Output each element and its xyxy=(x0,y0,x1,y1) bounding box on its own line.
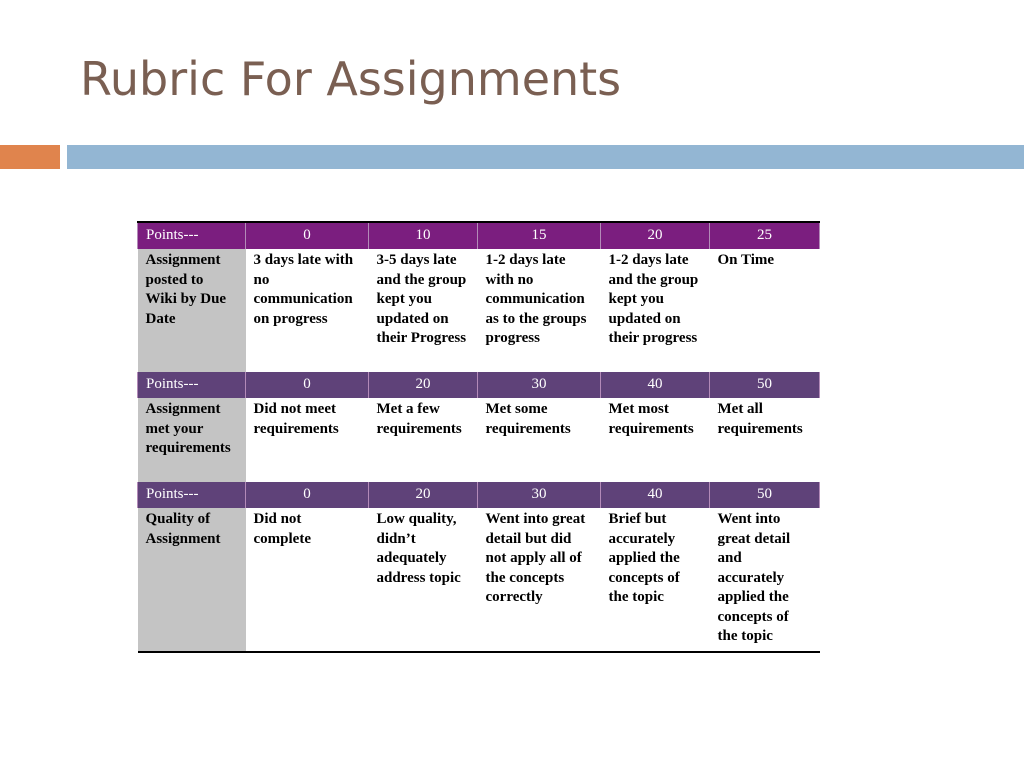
points-value: 50 xyxy=(710,482,820,508)
description-cell: On Time xyxy=(710,249,820,372)
points-header-row xyxy=(138,482,820,508)
description-cell: Did not complete xyxy=(246,508,369,652)
rubric-table xyxy=(137,221,820,653)
criterion-label: Assignment met your requirements xyxy=(138,398,246,482)
criterion-label: Quality of Assignment xyxy=(138,508,246,652)
points-value: 30 xyxy=(478,482,601,508)
points-value: 25 xyxy=(710,222,820,249)
description-cell: Met most requirements xyxy=(601,398,710,482)
points-value: 10 xyxy=(369,222,478,249)
description-cell: 1-2 days late and the group kept you updated on their progress xyxy=(601,249,710,372)
description-cell: Met all requirements xyxy=(710,398,820,482)
points-value: 20 xyxy=(369,482,478,508)
description-cell: 3-5 days late and the group kept you updated on their Progress xyxy=(369,249,478,372)
description-cell: Went into great detail but did not apply all of the concepts correctly xyxy=(478,508,601,652)
description-cell: Met a few requirements xyxy=(369,398,478,482)
points-label: Points--- xyxy=(138,482,246,508)
points-value: 15 xyxy=(478,222,601,249)
criterion-row xyxy=(138,249,820,372)
description-cell: 1-2 days late with no communication as to the groups progress xyxy=(478,249,601,372)
points-value: 50 xyxy=(710,372,820,398)
description-cell: Low quality, didn’t adequately address topic xyxy=(369,508,478,652)
accent-bar-orange xyxy=(0,145,60,169)
points-header-row xyxy=(138,222,820,249)
criterion-row xyxy=(138,508,820,652)
points-label: Points--- xyxy=(138,372,246,398)
accent-bar-blue xyxy=(67,145,1024,169)
slide-title: Rubric For Assignments xyxy=(80,52,622,106)
points-label: Points--- xyxy=(138,222,246,249)
points-value: 0 xyxy=(246,482,369,508)
points-value: 20 xyxy=(601,222,710,249)
points-value: 0 xyxy=(246,372,369,398)
points-value: 20 xyxy=(369,372,478,398)
description-cell: Did not meet requirements xyxy=(246,398,369,482)
points-header-row xyxy=(138,372,820,398)
points-value: 0 xyxy=(246,222,369,249)
description-cell: Went into great detail and accurately applied the concepts of the topic xyxy=(710,508,820,652)
points-value: 40 xyxy=(601,482,710,508)
description-cell: 3 days late with no communication on progress xyxy=(246,249,369,372)
points-value: 40 xyxy=(601,372,710,398)
description-cell: Met some requirements xyxy=(478,398,601,482)
points-value: 30 xyxy=(478,372,601,398)
criterion-row xyxy=(138,398,820,482)
description-cell: Brief but accurately applied the concepts of the topic xyxy=(601,508,710,652)
criterion-label: Assignment posted to Wiki by Due Date xyxy=(138,249,246,372)
